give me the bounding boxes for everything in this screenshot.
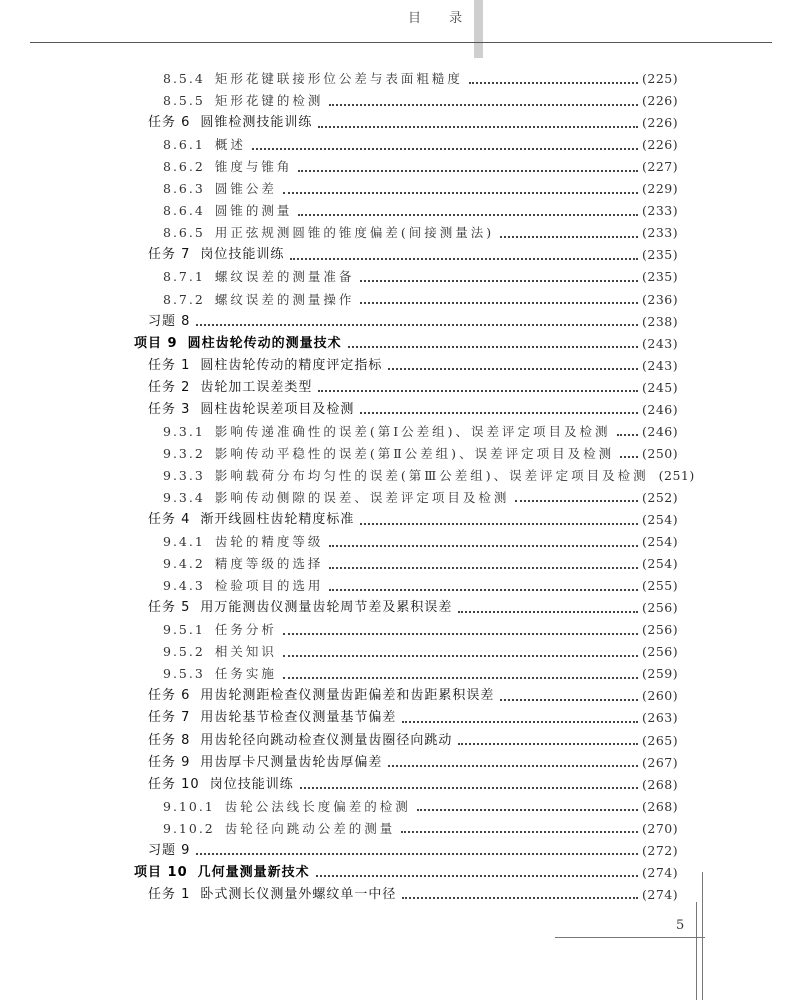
toc-entry-number: 9.10.2 [163, 820, 215, 836]
toc-entry-title: 影响传动侧隙的误差、误差评定项目及检测 [214, 489, 510, 505]
toc-entry-number: 9.10.1 [163, 798, 215, 814]
dot-leader [283, 632, 638, 635]
toc-entry-title: 概述 [214, 137, 246, 153]
toc-entry-page: (256) [642, 600, 679, 616]
toc-entry[interactable] [0, 774, 694, 796]
toc-entry-number: 任务 5 [148, 600, 191, 616]
header-tab-marker [474, 0, 483, 58]
toc-entry-title: 齿轮加工误差类型 [200, 379, 313, 395]
page-header [0, 0, 800, 60]
toc-entry-title: 螺纹误差的测量操作 [214, 291, 355, 307]
toc-entry-title: 卧式测长仪测量外螺纹单一中径 [200, 886, 397, 902]
toc-entry-page: (274) [642, 864, 679, 880]
footer-frame-line [555, 937, 705, 938]
toc-entry-number: 任务 6 [148, 115, 191, 131]
toc-entry-title: 任务实施 [214, 666, 277, 682]
header-rule [30, 42, 772, 43]
dot-leader [620, 455, 638, 458]
toc-entry-page: (254) [642, 512, 679, 527]
dot-leader [283, 676, 638, 679]
toc-entry-number: 9.3.4 [163, 489, 205, 505]
toc-entry-title: 影响传动平稳性的误差(第Ⅱ公差组)、误差评定项目及检测 [214, 445, 615, 461]
toc-entry-number: 8.6.3 [163, 181, 205, 197]
dot-leader [417, 808, 638, 811]
toc-entry-title: 用万能测齿仪测量齿轮周节差及累积误差 [200, 600, 453, 616]
toc-entry[interactable] [0, 487, 694, 509]
toc-entry-title: 用齿轮径向跳动检查仪测量齿圈径向跳动 [200, 732, 453, 748]
dot-leader [360, 411, 638, 414]
dot-leader [316, 874, 638, 877]
toc-entry-page: (267) [642, 754, 679, 770]
toc-entry-number: 8.5.4 [163, 71, 205, 86]
toc-entry[interactable] [0, 355, 694, 377]
toc-entry-number: 8.6.4 [163, 203, 205, 219]
toc-entry-page: (270) [642, 820, 679, 836]
toc-entry-page: (268) [642, 798, 679, 814]
toc-entry-number: 8.6.1 [163, 137, 205, 153]
toc-entry-page: (226) [642, 115, 679, 131]
dot-leader [458, 742, 638, 745]
toc-entry-page: (225) [642, 71, 679, 86]
toc-entry-title: 圆锥公差 [214, 181, 277, 197]
toc-entry-title: 锥度与锥角 [214, 159, 293, 175]
toc-entry[interactable] [0, 818, 694, 840]
toc-entry-page: (250) [642, 445, 679, 461]
toc-entry-page: (260) [642, 688, 679, 704]
dot-leader [348, 345, 638, 348]
toc-entry-number: 项目 9 [134, 335, 178, 351]
toc-entry-title: 圆柱齿轮传动的精度评定指标 [200, 357, 383, 373]
toc-entry[interactable] [0, 289, 694, 311]
toc-entry-page: (254) [642, 534, 679, 550]
dot-leader [196, 852, 638, 855]
toc-entry-number: 9.3.1 [163, 423, 205, 439]
toc-entry-page: (235) [642, 247, 679, 263]
toc-entry-number: 9.3.3 [163, 467, 205, 483]
toc-entry-page: (256) [642, 644, 679, 660]
toc-entry-title: 用齿轮测距检查仪测量齿距偏差和齿距累积误差 [200, 688, 495, 704]
toc-entry-page: (252) [642, 489, 679, 505]
toc-entry-number: 任务 3 [148, 401, 191, 417]
toc-entry[interactable] [0, 178, 694, 200]
toc-entry-title: 影响传递准确性的误差(第Ⅰ公差组)、误差评定项目及检测 [214, 423, 611, 439]
toc-entry-number: 8.6.2 [163, 159, 205, 175]
toc-entry-page: (274) [642, 886, 679, 902]
toc-entry-page: (255) [642, 578, 679, 594]
toc-entry-number: 9.5.2 [163, 644, 205, 660]
toc-entry-number: 9.5.1 [163, 622, 205, 638]
dot-leader [329, 103, 638, 106]
toc-entry-number: 任务 2 [148, 379, 191, 395]
dot-leader [329, 544, 638, 547]
dot-leader [388, 367, 638, 370]
toc-entry-title: 圆柱齿轮误差项目及检测 [200, 401, 355, 417]
toc-entry-number: 9.5.3 [163, 666, 205, 682]
toc-entry-title: 渐开线圆柱齿轮精度标准 [200, 512, 355, 527]
toc-entry[interactable] [0, 619, 694, 641]
footer-frame-line [696, 902, 697, 1000]
dot-leader [360, 279, 638, 282]
toc-entry[interactable] [0, 377, 694, 399]
toc-entry-page: (236) [642, 291, 679, 307]
dot-leader [458, 610, 638, 613]
toc-entry-page: (272) [642, 842, 679, 858]
toc-entry[interactable] [0, 663, 694, 685]
toc-entry[interactable] [0, 465, 694, 487]
toc-entry-number: 任务 8 [148, 732, 191, 748]
dot-leader [402, 720, 638, 723]
dot-leader [290, 257, 638, 260]
toc-entry[interactable] [0, 90, 694, 112]
toc-entry-number: 任务 1 [148, 357, 191, 373]
toc-entry[interactable] [0, 575, 694, 597]
dot-leader [318, 125, 638, 128]
dot-leader [298, 213, 638, 216]
toc-entry-page: (238) [642, 313, 679, 329]
toc-entry[interactable] [0, 421, 694, 443]
toc-entry-number: 任务 7 [148, 710, 191, 726]
dot-leader [360, 301, 638, 304]
dot-leader [388, 764, 638, 767]
toc-entry-title: 任务分析 [214, 622, 277, 638]
dot-leader [318, 389, 638, 392]
toc-entry-number: 8.7.2 [163, 291, 205, 307]
toc-entry-title: 岗位技能训练 [209, 776, 294, 792]
toc-entry-page: (235) [642, 269, 679, 285]
toc-entry-page: (251) [658, 467, 695, 483]
toc-entry-number: 项目 10 [134, 864, 188, 880]
toc-entry[interactable] [0, 730, 694, 752]
toc-entry-page: (226) [642, 137, 679, 153]
dot-leader [298, 169, 638, 172]
toc-entry-number: 任务 4 [148, 512, 191, 527]
dot-leader [515, 499, 638, 502]
toc-entry-page: (268) [642, 776, 679, 792]
toc-entry[interactable] [0, 553, 694, 575]
dot-leader [329, 588, 638, 591]
toc-entry[interactable] [0, 796, 694, 818]
toc-entry-page: (233) [642, 225, 679, 241]
toc-entry[interactable] [0, 156, 694, 178]
toc-entry-title: 用正弦规测圆锥的锥度偏差(间接测量法) [214, 225, 495, 241]
toc-entry-number: 8.6.5 [163, 225, 205, 241]
toc-entry[interactable] [0, 752, 694, 774]
header-title: 目 录 [408, 11, 475, 26]
toc-entry-number: 任务 9 [148, 754, 191, 770]
toc-entry-title: 岗位技能训练 [200, 247, 285, 263]
toc-entry[interactable] [0, 707, 694, 729]
toc-entry-title: 相关知识 [214, 644, 277, 660]
dot-leader [360, 522, 638, 525]
toc-entry[interactable] [0, 244, 694, 266]
toc-entry-number: 9.4.2 [163, 556, 205, 572]
toc-entry-number: 8.5.5 [163, 93, 205, 109]
toc-entry-title: 螺纹误差的测量准备 [214, 269, 355, 285]
toc-entry-title: 检验项目的选用 [214, 578, 324, 594]
toc-entry[interactable] [0, 266, 694, 288]
toc-entry-number: 任务 1 [148, 886, 191, 902]
toc-entry-title: 圆锥检测技能训练 [200, 115, 313, 131]
toc-entry-title: 用齿厚卡尺测量齿轮齿厚偏差 [200, 754, 383, 770]
toc-entry-page: (243) [642, 357, 679, 373]
toc-entry-page: (246) [642, 401, 679, 417]
toc-entry[interactable] [0, 531, 694, 553]
toc-entry-page: (229) [642, 181, 679, 197]
toc-entry[interactable] [0, 685, 694, 707]
toc-entry-number: 任务 6 [148, 688, 191, 704]
page-number: 5 [676, 918, 685, 933]
toc-entry-title: 圆柱齿轮传动的测量技术 [187, 335, 342, 351]
toc-entry-number: 9.4.1 [163, 534, 205, 550]
toc-entry-title: 影响载荷分布均匀性的误差(第Ⅲ公差组)、误差评定项目及检测 [214, 467, 649, 483]
toc-entry[interactable] [0, 333, 694, 355]
toc-entry-page: (246) [642, 423, 679, 439]
toc-entry[interactable] [0, 443, 694, 465]
toc-entry-title: 齿轮径向跳动公差的测量 [224, 820, 396, 836]
toc-entry-number: 8.7.1 [163, 269, 205, 285]
toc-entry[interactable] [0, 597, 694, 619]
toc-entry[interactable] [0, 222, 694, 244]
toc-entry-number: 9.3.2 [163, 445, 205, 461]
toc-entry-page: (226) [642, 93, 679, 109]
toc-entry-number: 任务 7 [148, 247, 191, 263]
dot-leader [469, 81, 638, 84]
dot-leader [617, 433, 638, 436]
dot-leader [283, 654, 638, 657]
toc-entry-title: 圆锥的测量 [214, 203, 293, 219]
toc-entry[interactable] [0, 68, 694, 90]
toc-entry-page: (245) [642, 379, 679, 395]
toc-entry-title: 几何量测量新技术 [197, 864, 310, 880]
dot-leader [402, 896, 638, 899]
toc-entry-page: (265) [642, 732, 679, 748]
toc-entry[interactable] [0, 509, 694, 531]
toc-entry[interactable] [0, 311, 694, 333]
dot-leader [252, 147, 638, 150]
toc-entry[interactable] [0, 399, 694, 421]
toc-entry[interactable] [0, 862, 694, 884]
dot-leader [500, 698, 638, 701]
toc-entry-number: 习题 9 [148, 842, 191, 858]
dot-leader [300, 786, 638, 789]
toc-entry-title: 矩形花键的检测 [214, 93, 324, 109]
toc-entry[interactable] [0, 840, 694, 862]
footer-frame-line [702, 872, 703, 1000]
dot-leader [196, 323, 638, 326]
toc-entry[interactable] [0, 200, 694, 222]
toc-entry-page: (227) [642, 159, 679, 175]
toc-entry-number: 9.4.3 [163, 578, 205, 594]
toc-entry[interactable] [0, 112, 694, 134]
dot-leader [283, 191, 638, 194]
toc-entry-title: 用齿轮基节检查仪测量基节偏差 [200, 710, 397, 726]
toc-entry-page: (263) [642, 710, 679, 726]
toc-entry-title: 矩形花键联接形位公差与表面粗糙度 [214, 71, 463, 86]
toc-entry[interactable] [0, 641, 694, 663]
toc-entry-page: (259) [642, 666, 679, 682]
toc-entry[interactable] [0, 884, 694, 906]
dot-leader [500, 235, 638, 238]
toc-entry-title: 齿轮公法线长度偏差的检测 [224, 798, 411, 814]
toc-entry-page: (254) [642, 556, 679, 572]
toc-entry-title: 精度等级的选择 [214, 556, 324, 572]
toc-entry-title: 齿轮的精度等级 [214, 534, 324, 550]
toc-entry-page: (243) [642, 335, 679, 351]
dot-leader [329, 566, 638, 569]
toc-entry-number: 习题 8 [148, 313, 191, 329]
dot-leader [401, 830, 638, 833]
toc-entry-number: 任务 10 [148, 776, 200, 792]
toc-entry[interactable] [0, 134, 694, 156]
toc-entry-page: (256) [642, 622, 679, 638]
toc-entry-page: (233) [642, 203, 679, 219]
